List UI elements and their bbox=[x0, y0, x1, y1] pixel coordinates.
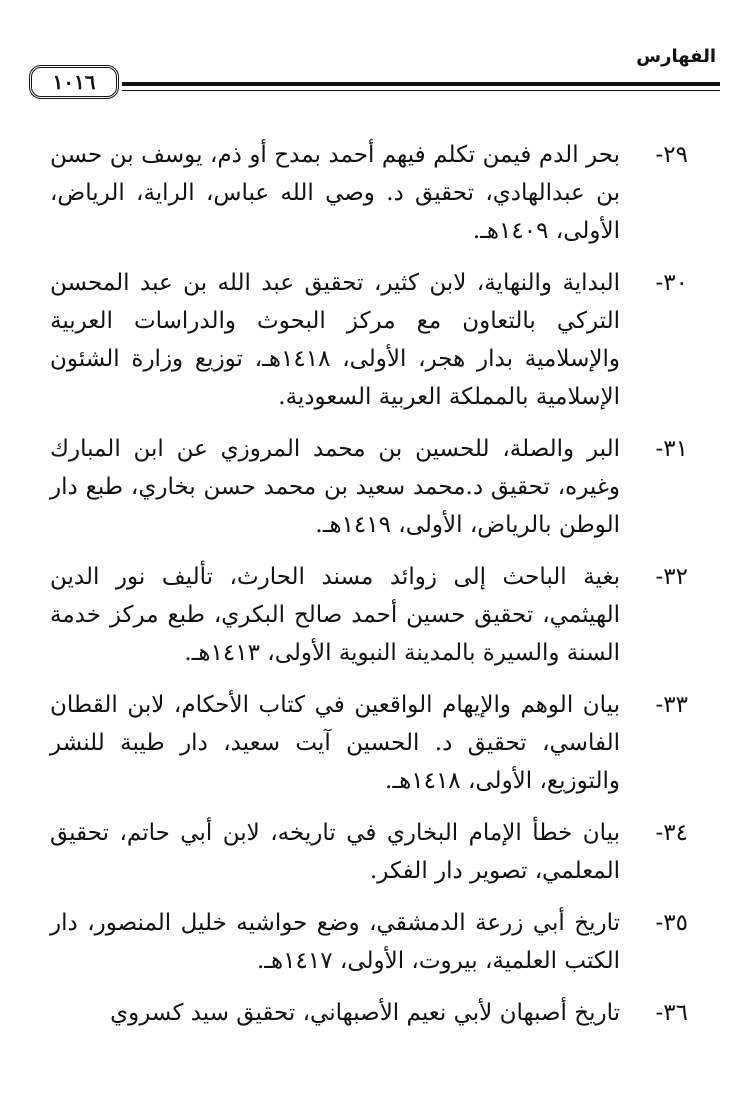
entry-number: ٣٢- bbox=[655, 564, 688, 590]
entry-number: ٢٩- bbox=[655, 142, 688, 168]
entry-text: بحر الدم فيمن تكلم فيهم أحمد بمدح أو ذم، يوسف بن حسن بن عبدالهادي، تحقيق د. وصي الله عباس، الراية، الرياض، الأولى، ١٤٠٩هـ. bbox=[50, 142, 620, 244]
bibliography-entry bbox=[50, 994, 688, 1032]
bibliography-entry bbox=[50, 686, 688, 800]
entry-text: بغية الباحث إلى زوائد مسند الحارث، تأليف نور الدين الهيثمي، تحقيق حسين أحمد صالح البكري، طبع مركز خدمة السنة والسيرة بالمدينة النبوية الأولى، ١٤١٣هـ. bbox=[50, 564, 620, 666]
entry-number: ٣٥- bbox=[655, 910, 688, 936]
bibliography-list bbox=[50, 136, 688, 1046]
bibliography-entry bbox=[50, 558, 688, 672]
header-rule-thin bbox=[26, 90, 720, 91]
page-number-box bbox=[26, 62, 122, 102]
page-number: ١٠١٦ bbox=[29, 65, 119, 99]
entry-text: تاريخ أبي زرعة الدمشقي، وضع حواشيه خليل المنصور، دار الكتب العلمية، بيروت، الأولى، ١٤١٧هـ. bbox=[50, 910, 620, 974]
entry-number: ٣٠- bbox=[655, 270, 688, 296]
entry-text: تاريخ أصبهان لأبي نعيم الأصبهاني، تحقيق سيد كسروي bbox=[110, 1000, 620, 1026]
entry-text: البداية والنهاية، لابن كثير، تحقيق عبد الله بن عبد المحسن التركي بالتعاون مع مركز البحوث والدراسات العربية والإسلامية بدار هجر، الأولى، ١٤١٨هـ، توزيع وزارة الشئون الإسلامية بالمملكة العربية السعودية. bbox=[50, 270, 620, 410]
entry-text: البر والصلة، للحسين بن محمد المروزي عن ابن المبارك وغيره، تحقيق د.محمد سعيد بن محمد حسن بخاري، طبع دار الوطن بالرياض، الأولى، ١٤١٩هـ. bbox=[50, 436, 620, 538]
entry-number: ٣٤- bbox=[655, 820, 688, 846]
entry-text: بيان خطأ الإمام البخاري في تاريخه، لابن أبي حاتم، تحقيق المعلمي، تصوير دار الفكر. bbox=[50, 820, 620, 884]
entry-text: بيان الوهم والإيهام الواقعين في كتاب الأحكام، لابن القطان الفاسي، تحقيق د. الحسين آيت سعيد، دار طيبة للنشر والتوزيع، الأولى، ١٤١٨هـ. bbox=[50, 692, 620, 794]
header-rule-thick bbox=[26, 82, 720, 86]
page-header bbox=[26, 46, 720, 116]
bibliography-entry bbox=[50, 904, 688, 980]
entry-number: ٣١- bbox=[655, 436, 688, 462]
entry-number: ٣٣- bbox=[655, 692, 688, 718]
bibliography-entry bbox=[50, 264, 688, 416]
running-title: الفهارس bbox=[636, 46, 716, 67]
entry-number: ٣٦- bbox=[655, 1000, 688, 1026]
bibliography-entry bbox=[50, 430, 688, 544]
bibliography-entry bbox=[50, 136, 688, 250]
bibliography-entry bbox=[50, 814, 688, 890]
